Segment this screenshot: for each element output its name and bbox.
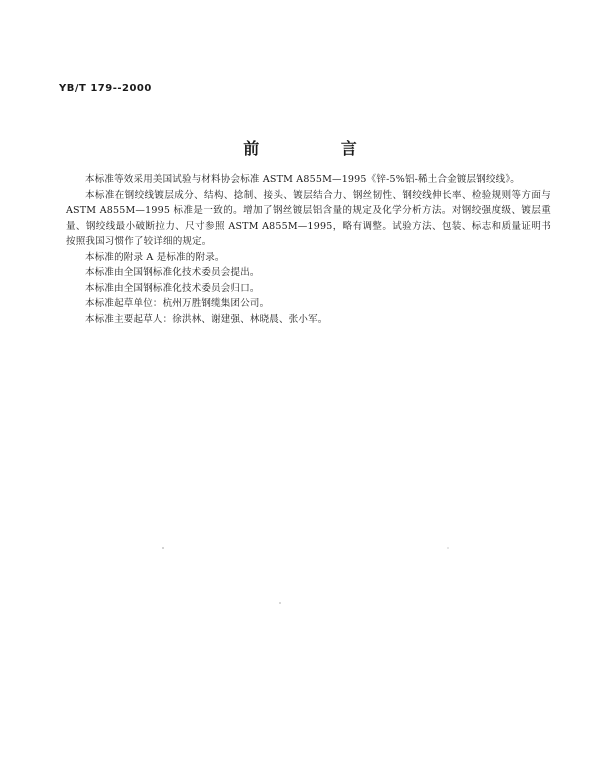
- paragraph-drafting-unit: 本标准起草单位：杭州万胜钢缆集团公司。: [85, 298, 270, 309]
- standard-code: YB/T 179--2000: [59, 83, 152, 94]
- foreword-body: [66, 172, 551, 327]
- paragraph-adoption: 本标准等效采用美国试验与材料协会标准 ASTM A855M—1995《锌-5%铝-稀土合金镀层钢绞线》。: [85, 174, 521, 185]
- paragraph-managed-by: 本标准由全国钢标准化技术委员会归口。: [85, 282, 260, 294]
- paragraph-technical-content: 本标准在钢绞线镀层成分、结构、捻制、接头、镀层结合力、钢丝韧性、钢绞线伸长率、检验规则等方面与 ASTM A855M—1995 标准是一致的。增加了钢丝镀层铝含量的规定及化学分析方法。对钢绞强度级、镀层重量、钢绞线最小破断拉力、尺寸参照 ASTM A855M—1995，略有调整。试验方法、包装、标志和质量证明书按照我国习惯作了较详细的规定。: [66, 189, 551, 247]
- paragraph-drafters: 本标准主要起草人：徐洪林、谢建强、林晓晨、张小军。: [85, 313, 328, 325]
- paragraph-proposed-by: 本标准由全国钢标准化技术委员会提出。: [85, 267, 260, 278]
- paragraph-appendix: 本标准的附录 A 是标准的附录。: [85, 251, 225, 263]
- page-title: 前 言: [243, 139, 395, 158]
